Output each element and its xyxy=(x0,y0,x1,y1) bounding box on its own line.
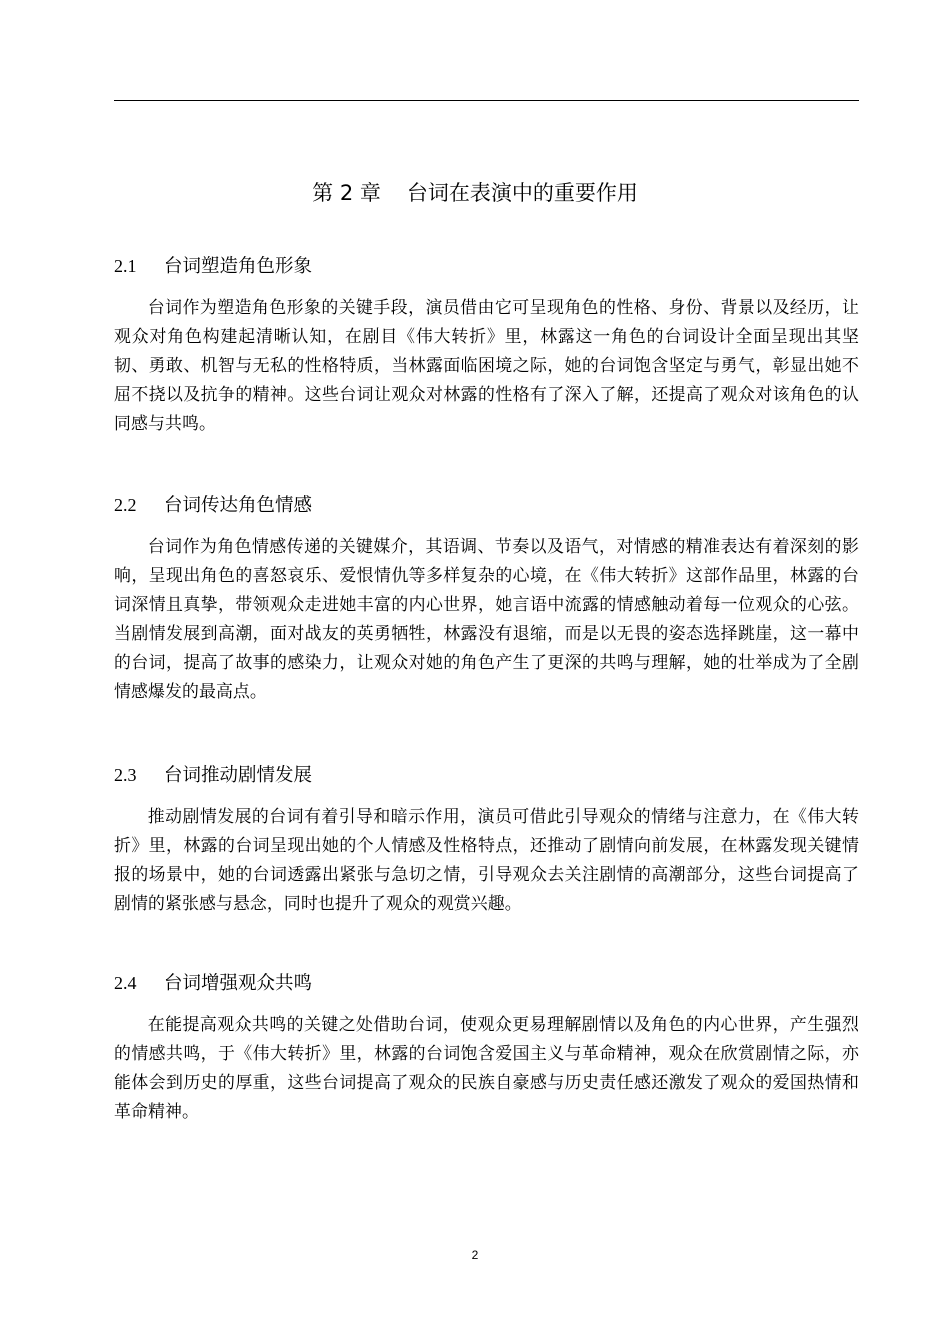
section-title: 台词传达角色情感 xyxy=(164,495,313,516)
section-2-1 xyxy=(114,251,859,438)
section-number: 2.3 xyxy=(114,765,137,785)
section-paragraph: 在能提高观众共鸣的关键之处借助台词，使观众更易理解剧情以及角色的内心世界，产生强烈的情感共鸣，于《伟大转折》里，林露的台词饱含爱国主义与革命精神，观众在欣赏剧情之际，亦能体会到历史的厚重，这些台词提高了观众的民族自豪感与历史责任感还激发了观众的爱国热情和革命精神。 xyxy=(114,1014,859,1121)
chapter-number: 第 2 章 xyxy=(312,181,381,205)
section-heading xyxy=(114,490,859,520)
section-number: 2.4 xyxy=(114,973,137,993)
section-2-3 xyxy=(114,760,859,918)
section-title: 台词增强观众共鸣 xyxy=(164,973,313,994)
section-paragraph: 台词作为塑造角色形象的关键手段，演员借由它可呈现角色的性格、身份、背景以及经历，让观众对角色构建起清晰认知，在剧目《伟大转折》里，林露这一角色的台词设计全面呈现出其坚韧、勇敢、机智与无私的性格特质，当林露面临困境之际，她的台词饱含坚定与勇气，彰显出她不屈不挠以及抗争的精神。这些台词让观众对林露的性格有了深入了解，还提高了观众对该角色的认同感与共鸣。 xyxy=(114,297,859,433)
section-2-4 xyxy=(114,968,859,1126)
chapter-title xyxy=(0,176,950,210)
section-title: 台词推动剧情发展 xyxy=(164,765,313,786)
section-2-2 xyxy=(114,490,859,706)
section-heading xyxy=(114,968,859,998)
section-heading xyxy=(114,760,859,790)
section-heading xyxy=(114,251,859,281)
page-number: 2 xyxy=(471,1248,479,1262)
chapter-title-text: 台词在表演中的重要作用 xyxy=(406,181,638,205)
section-paragraph: 推动剧情发展的台词有着引导和暗示作用，演员可借此引导观众的情绪与注意力，在《伟大转折》里，林露的台词呈现出她的个人情感及性格特点，还推动了剧情向前发展，在林露发现关键情报的场景中，她的台词透露出紧张与急切之情，引导观众去关注剧情的高潮部分，这些台词提高了剧情的紧张感与悬念，同时也提升了观众的观赏兴趣。 xyxy=(114,806,859,913)
section-number: 2.1 xyxy=(114,256,137,276)
section-paragraph: 台词作为角色情感传递的关键媒介，其语调、节奏以及语气，对情感的精准表达有着深刻的影响，呈现出角色的喜怒哀乐、爱恨情仇等多样复杂的心境，在《伟大转折》这部作品里，林露的台词深情且真挚，带领观众走进她丰富的内心世界，她言语中流露的情感触动着每一位观众的心弦。当剧情发展到高潮，面对战友的英勇牺牲，林露没有退缩，而是以无畏的姿态选择跳崖，这一幕中的台词，提高了故事的感染力，让观众对她的角色产生了更深的共鸣与理解，她的壮举成为了全剧情感爆发的最高点。 xyxy=(114,536,859,701)
header-rule xyxy=(114,100,859,101)
section-title: 台词塑造角色形象 xyxy=(164,256,313,277)
section-number: 2.2 xyxy=(114,495,137,515)
